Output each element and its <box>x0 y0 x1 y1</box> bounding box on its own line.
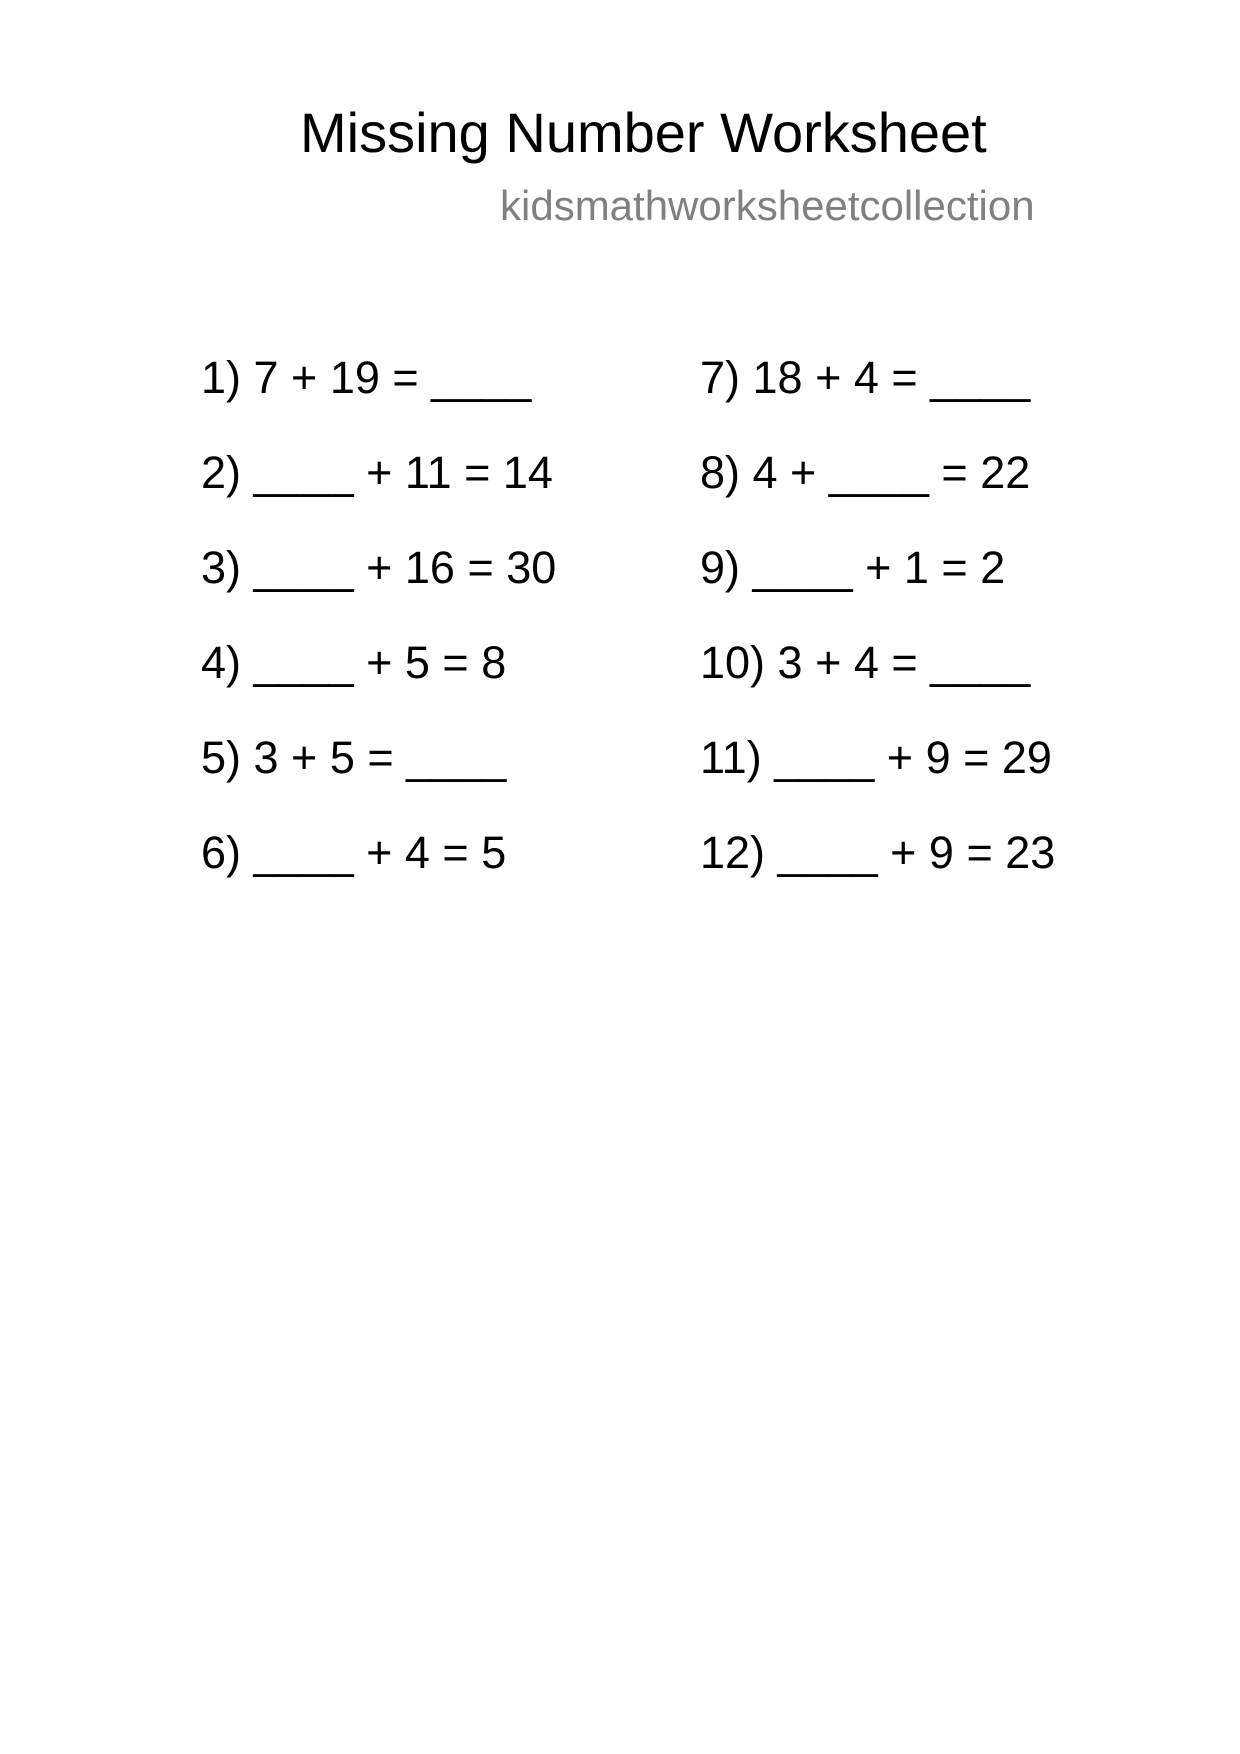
problem-4: 4) ____ + 5 = 8 <box>201 637 507 688</box>
problem-10: 10) 3 + 4 = ____ <box>700 637 1031 688</box>
worksheet-title: Missing Number Worksheet <box>300 101 987 164</box>
problem-8: 8) 4 + ____ = 22 <box>700 447 1031 498</box>
problem-11: 11) ____ + 9 = 29 <box>700 732 1052 783</box>
problem-12: 12) ____ + 9 = 23 <box>700 827 1056 878</box>
problem-7: 7) 18 + 4 = ____ <box>700 352 1031 403</box>
problem-5: 5) 3 + 5 = ____ <box>201 732 507 783</box>
problems-right-column <box>700 350 1055 920</box>
problem-9: 9) ____ + 1 = 2 <box>700 542 1006 593</box>
problem-2: 2) ____ + 11 = 14 <box>201 447 553 498</box>
problems-left-column <box>201 350 556 920</box>
problem-3: 3) ____ + 16 = 30 <box>201 542 557 593</box>
worksheet-source: kidsmathworksheetcollection <box>500 182 1035 229</box>
problem-1: 1) 7 + 19 = ____ <box>201 352 532 403</box>
problem-6: 6) ____ + 4 = 5 <box>201 827 507 878</box>
